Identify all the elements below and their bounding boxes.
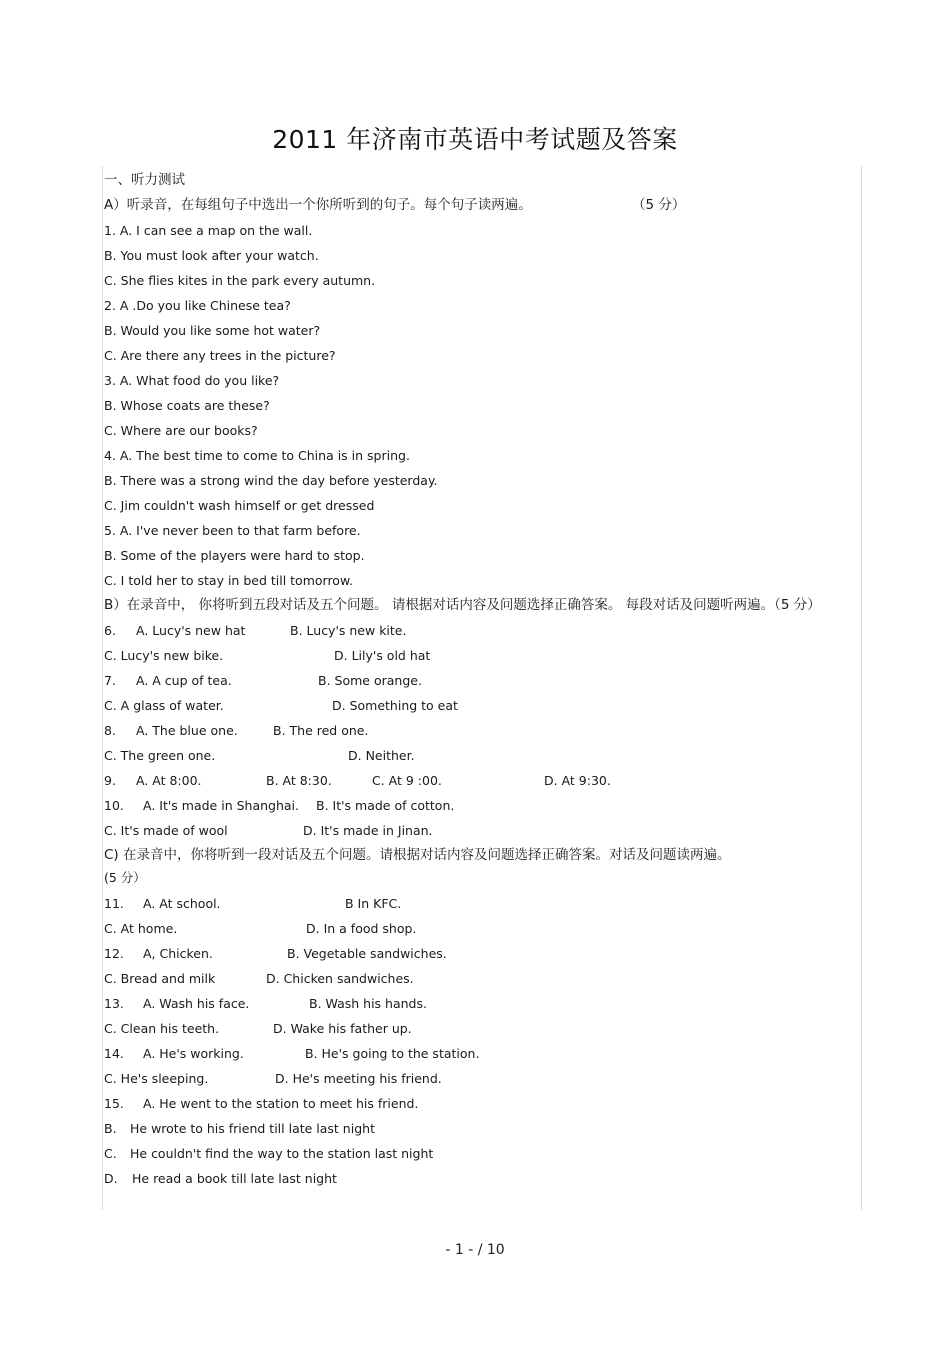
question-row bbox=[104, 668, 854, 693]
option-a: A. It's made in Shanghai. bbox=[143, 798, 299, 813]
list-item: C. She flies kites in the park every autumn. bbox=[104, 273, 376, 288]
question-row bbox=[104, 693, 854, 718]
option-c: C. Lucy's new bike. bbox=[104, 648, 224, 663]
question-number: 6. bbox=[104, 623, 116, 638]
right-border-line bbox=[861, 166, 862, 1210]
list-item: B. Whose coats are these? bbox=[104, 398, 270, 413]
option-c: C. It's made of wool bbox=[104, 823, 228, 838]
option-a: A, Chicken. bbox=[143, 946, 213, 961]
page-title: 2011 年济南市英语中考试题及答案 bbox=[272, 125, 678, 154]
option-b: B. At 8:30. bbox=[266, 773, 332, 788]
question-number: 11. bbox=[104, 896, 124, 911]
option-a: A. Lucy's new hat bbox=[136, 623, 246, 638]
option-d: D. Lily's old hat bbox=[334, 648, 431, 663]
option-c: C. He's sleeping. bbox=[104, 1071, 209, 1086]
option-letter: D. bbox=[104, 1171, 118, 1186]
left-border-line bbox=[102, 166, 103, 1210]
option-b: B. Lucy's new kite. bbox=[290, 623, 407, 638]
list-item: C. Jim couldn't wash himself or get dressed bbox=[104, 498, 375, 513]
question-row bbox=[104, 1116, 854, 1141]
option-c: C. Bread and milk bbox=[104, 971, 216, 986]
list-item: 5. A. I've never been to that farm before. bbox=[104, 523, 361, 538]
list-item: B. There was a strong wind the day before yesterday. bbox=[104, 473, 438, 488]
option-b: B. Vegetable sandwiches. bbox=[287, 946, 447, 961]
part-a-instruction-text: A）听录音，在每组句子中选出一个你所听到的句子。每个句子读两遍。 bbox=[104, 197, 532, 213]
question-number: 9. bbox=[104, 773, 116, 788]
option-b: B. Wash his hands. bbox=[309, 996, 427, 1011]
question-row bbox=[104, 1041, 854, 1066]
question-number: 7. bbox=[104, 673, 116, 688]
question-row bbox=[104, 1091, 854, 1116]
option-a: A. At 8:00. bbox=[136, 773, 202, 788]
option-c: He couldn't find the way to the station last night bbox=[130, 1146, 434, 1161]
part-b-instruction: B）在录音中， 你将听到五段对话及五个问题。 请根据对话内容及问题选择正确答案。 每段对话及问题听两遍。（5 分） bbox=[104, 597, 821, 613]
question-row bbox=[104, 818, 854, 843]
option-a: A. At school. bbox=[143, 896, 221, 911]
option-a: A. He went to the station to meet his friend. bbox=[143, 1096, 419, 1111]
question-row bbox=[104, 793, 854, 818]
option-d: D. In a food shop. bbox=[306, 921, 417, 936]
list-item: 2. A .Do you like Chinese tea? bbox=[104, 298, 291, 313]
part-a-instruction bbox=[104, 193, 854, 218]
part-c-score: (5 分） bbox=[104, 870, 146, 885]
question-row bbox=[104, 991, 854, 1016]
option-c: C. At home. bbox=[104, 921, 178, 936]
option-a: A. A cup of tea. bbox=[136, 673, 232, 688]
question-row bbox=[104, 743, 854, 768]
option-c: C. At 9 :00. bbox=[372, 773, 442, 788]
question-number: 14. bbox=[104, 1046, 124, 1061]
option-d: D. It's made in Jinan. bbox=[303, 823, 433, 838]
option-c: C. The green one. bbox=[104, 748, 216, 763]
question-number: 8. bbox=[104, 723, 116, 738]
question-row bbox=[104, 1166, 854, 1191]
option-d: D. He's meeting his friend. bbox=[275, 1071, 442, 1086]
question-number: 13. bbox=[104, 996, 124, 1011]
option-c: C. A glass of water. bbox=[104, 698, 224, 713]
option-d: D. At 9:30. bbox=[544, 773, 611, 788]
question-number: 15. bbox=[104, 1096, 124, 1111]
question-row bbox=[104, 1141, 854, 1166]
page-number: - 1 - / 10 bbox=[445, 1242, 505, 1258]
option-d: D. Something to eat bbox=[332, 698, 458, 713]
question-row bbox=[104, 718, 854, 743]
question-row bbox=[104, 1016, 854, 1041]
question-number: 12. bbox=[104, 946, 124, 961]
option-d: D. Neither. bbox=[348, 748, 415, 763]
option-letter: C. bbox=[104, 1146, 117, 1161]
question-row bbox=[104, 891, 854, 916]
question-row bbox=[104, 916, 854, 941]
list-item: 4. A. The best time to come to China is in spring. bbox=[104, 448, 410, 463]
option-c: C. Clean his teeth. bbox=[104, 1021, 220, 1036]
option-b: B. He's going to the station. bbox=[305, 1046, 480, 1061]
list-item: 1. A. I can see a map on the wall. bbox=[104, 223, 313, 238]
option-d: D. Wake his father up. bbox=[273, 1021, 412, 1036]
option-b: B. Some orange. bbox=[318, 673, 422, 688]
list-item: C. Are there any trees in the picture? bbox=[104, 348, 336, 363]
option-a: A. Wash his face. bbox=[143, 996, 250, 1011]
question-row bbox=[104, 643, 854, 668]
question-row bbox=[104, 966, 854, 991]
option-a: A. He's working. bbox=[143, 1046, 244, 1061]
list-item: B. Would you like some hot water? bbox=[104, 323, 321, 338]
part-c-instruction: C) 在录音中，你将听到一段对话及五个问题。请根据对话内容及问题选择正确答案。对话及问题读两遍。 bbox=[104, 847, 731, 863]
question-row bbox=[104, 618, 854, 643]
option-b: B In KFC. bbox=[345, 896, 402, 911]
option-letter: B. bbox=[104, 1121, 117, 1136]
section-heading: 一、听力测试 bbox=[104, 172, 185, 188]
question-row bbox=[104, 941, 854, 966]
list-item: 3. A. What food do you like? bbox=[104, 373, 280, 388]
option-a: A. The blue one. bbox=[136, 723, 238, 738]
question-row bbox=[104, 768, 854, 793]
list-item: B. Some of the players were hard to stop. bbox=[104, 548, 365, 563]
option-d: D. Chicken sandwiches. bbox=[266, 971, 414, 986]
option-d: He read a book till late last night bbox=[132, 1171, 337, 1186]
question-number: 10. bbox=[104, 798, 124, 813]
option-b: B. The red one. bbox=[273, 723, 369, 738]
part-a-score: （5 分） bbox=[632, 197, 686, 213]
list-item: C. Where are our books? bbox=[104, 423, 258, 438]
exam-content bbox=[104, 168, 854, 1191]
list-item: C. I told her to stay in bed till tomorrow. bbox=[104, 573, 354, 588]
list-item: B. You must look after your watch. bbox=[104, 248, 319, 263]
question-row bbox=[104, 1066, 854, 1091]
part-a-items bbox=[104, 218, 854, 593]
option-b: He wrote to his friend till late last night bbox=[130, 1121, 375, 1136]
option-b: B. It's made of cotton. bbox=[316, 798, 455, 813]
